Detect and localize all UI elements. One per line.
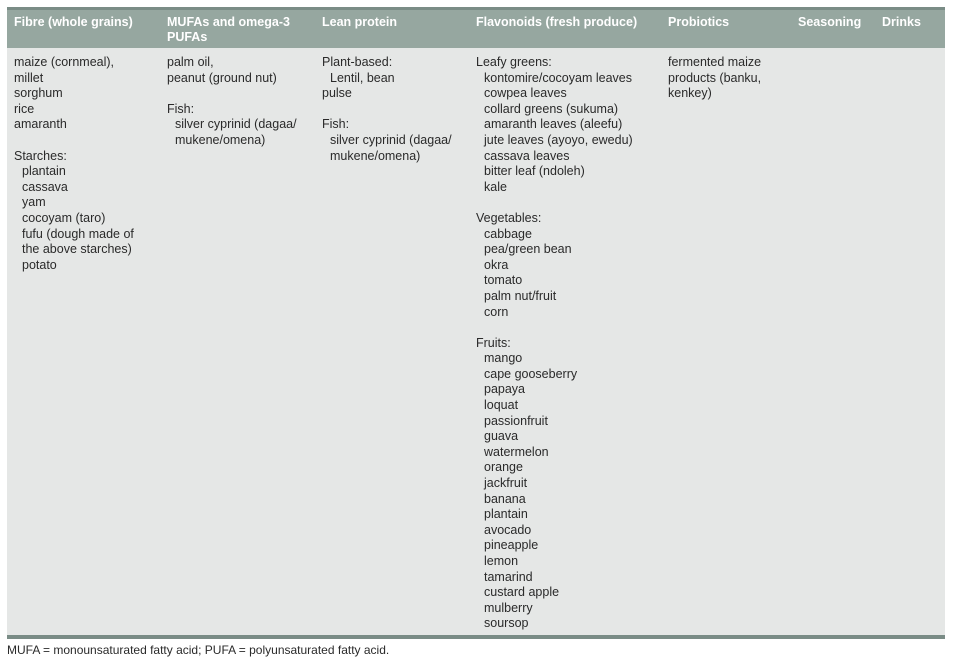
list-item: amaranth	[14, 117, 67, 132]
header-probiotics: Probiotics	[668, 15, 730, 29]
list-item: cassava	[22, 179, 68, 194]
list-item: mukene/omena)	[175, 132, 266, 147]
list-item: palm nut/fruit	[484, 288, 557, 303]
list-item: bitter leaf (ndoleh)	[484, 164, 585, 179]
list-item: pineapple	[484, 538, 539, 553]
food-table	[7, 7, 945, 639]
mufas-fish	[167, 102, 317, 149]
list-item: Lentil, bean	[330, 70, 395, 85]
list-item: passionfruit	[484, 413, 548, 428]
list-item: mukene/omena)	[330, 148, 421, 163]
list-item: kenkey)	[668, 86, 712, 101]
list-item: tomato	[484, 273, 523, 288]
list-item: orange	[484, 460, 523, 475]
list-item: rice	[14, 101, 35, 116]
protein-fish	[322, 117, 472, 164]
list-item: pea/green bean	[484, 242, 572, 257]
list-item: papaya	[484, 382, 526, 397]
list-item: cowpea leaves	[484, 86, 567, 101]
list-item: plantain	[484, 507, 528, 522]
group-label: Fish:	[322, 117, 350, 132]
list-item: fermented maize	[668, 55, 762, 69]
group-label: Plant-based:	[322, 55, 393, 69]
col-lean-protein	[322, 55, 472, 164]
list-item: custard apple	[484, 585, 560, 600]
list-item: millet	[14, 70, 44, 85]
list-item: cabbage	[484, 226, 532, 241]
list-item: corn	[484, 304, 509, 319]
flavonoids-fruits	[476, 336, 661, 632]
col-probiotics	[668, 55, 793, 102]
list-item: silver cyprinid (dagaa/	[330, 132, 452, 147]
list-item: pulse	[322, 86, 352, 101]
group-label: Leafy greens:	[476, 55, 552, 69]
list-item: banana	[484, 491, 526, 506]
group-label: Fish:	[167, 101, 195, 116]
list-item: cape gooseberry	[484, 366, 578, 381]
list-item: collard greens (sukuma)	[484, 101, 619, 116]
list-item: kale	[484, 179, 507, 194]
list-item: jute leaves (ayoyo, ewedu)	[484, 132, 633, 147]
list-item: peanut (ground nut)	[167, 70, 277, 85]
mufas-oils	[167, 55, 317, 86]
header-mufas: MUFAs and omega-3 PUFAs	[167, 15, 290, 44]
list-item: jackfruit	[484, 476, 528, 491]
list-item: the above starches)	[22, 242, 132, 257]
list-item: loquat	[484, 398, 519, 413]
list-item: amaranth leaves (aleefu)	[484, 117, 623, 132]
col-flavonoids	[476, 55, 661, 632]
list-item: maize (cornmeal),	[14, 55, 115, 69]
list-item: okra	[484, 257, 509, 272]
group-label: Starches:	[14, 148, 67, 163]
header-lean-protein: Lean protein	[322, 15, 398, 29]
header-flavonoids: Flavonoids (fresh produce)	[476, 15, 638, 29]
col-fibre	[14, 55, 159, 273]
probiotics-items	[668, 55, 793, 102]
col-mufas	[167, 55, 317, 149]
flavonoids-leafy	[476, 55, 661, 195]
list-item: avocado	[484, 522, 532, 537]
list-item: potato	[22, 257, 57, 272]
list-item: yam	[22, 195, 46, 210]
list-item: soursop	[484, 616, 529, 631]
header-seasoning: Seasoning	[798, 15, 862, 29]
list-item: cassava leaves	[484, 148, 570, 163]
list-item: guava	[484, 429, 519, 444]
header-fibre: Fibre (whole grains)	[14, 15, 133, 29]
fibre-grains	[14, 55, 159, 133]
list-item: sorghum	[14, 86, 63, 101]
list-item: fufu (dough made of	[22, 226, 134, 241]
table-header	[7, 10, 945, 48]
list-item: mulberry	[484, 600, 533, 615]
list-item: lemon	[484, 554, 519, 568]
list-item: silver cyprinid (dagaa/	[175, 117, 297, 132]
header-drinks: Drinks	[882, 15, 921, 29]
group-label: Fruits:	[476, 335, 511, 350]
list-item: tamarind	[484, 569, 533, 584]
group-label: Vegetables:	[476, 210, 542, 225]
protein-plant	[322, 55, 472, 102]
list-item: mango	[484, 351, 523, 366]
list-item: watermelon	[484, 444, 549, 459]
list-item: plantain	[22, 164, 66, 179]
fibre-starches	[14, 149, 159, 274]
list-item: cocoyam (taro)	[22, 210, 106, 225]
list-item: kontomire/cocoyam leaves	[484, 70, 632, 85]
list-item: products (banku,	[668, 70, 762, 85]
list-item: palm oil,	[167, 55, 214, 69]
flavonoids-vegetables	[476, 211, 661, 320]
table-footnote: MUFA = monounsaturated fatty acid; PUFA = polyunsaturated fatty acid.	[7, 643, 390, 657]
